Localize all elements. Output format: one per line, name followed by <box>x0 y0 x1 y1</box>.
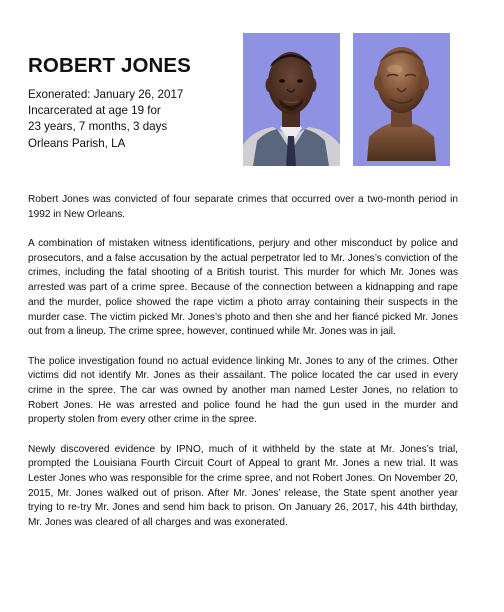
exonerated-date: Exonerated: January 26, 2017 <box>28 88 184 101</box>
narrative-paragraph-4: Newly discovered evidence by IPNO, much of it withheld by the state at Mr. Jones’s trial, prompted the Louisiana Fourth Circuit Court of Appeal to grant Mr. Jones a new trial. It was Lester Jones who was responsible for the crime spree, and not Robert Jones. On November 20, 2015, Mr. Jones walked out of prison. After Mr. Jones’ release, the State spent another year trying to re-try Mr. Jones and send him back to prison. On January 26, 2017, his 44th birthday, Mr. Jones was cleared of all charges and was exonerated. <box>28 443 458 529</box>
narrative-paragraph-2: A combination of mistaken witness identifications, perjury and other misconduct by police and prosecutors, and a false accusation by the actual perpetrator led to Mr. Jones’s conviction of the crimes, including the fatal shooting of a British tourist. This murder for which Mr. Jones was arrested was part of a crime spree. Because of the connection between a kidnapping and rape and the murder, police showed the rape victim a photo array containing their suspects in the murder case. The victim picked Mr. Jones’s photo and then she and her fiancé picked Mr. Jones out from a lineup. The crime spree, however, continued while Mr. Jones was in jail. <box>28 238 458 338</box>
case-narrative <box>28 193 458 545</box>
narrative-paragraph-1: Robert Jones was convicted of four separate crimes that occurred over a two-month period in 1992 in New Orleans. <box>28 194 458 220</box>
narrative-paragraph-3: The police investigation found no actual evidence linking Mr. Jones to any of the crimes. Other victims did not identify Mr. Jones as their assailant. The police located the car used in every crime in the spree. The car was owned by another man named Lester Jones, no relation to Robert Jones. He was arrested and police found he had the gun used in the murder and property stolen from every other crime in the spree. <box>28 355 458 426</box>
location: Orleans Parish, LA <box>28 136 126 150</box>
incarcerated-age: Incarcerated at age 19 for <box>28 104 161 118</box>
incarcerated-duration: 23 years, 7 months, 3 days <box>28 120 168 134</box>
page-title: ROBERT JONES <box>28 54 191 77</box>
portrait-photo <box>243 33 340 166</box>
sculpture-bust-image <box>353 33 450 166</box>
case-facts <box>28 87 228 152</box>
